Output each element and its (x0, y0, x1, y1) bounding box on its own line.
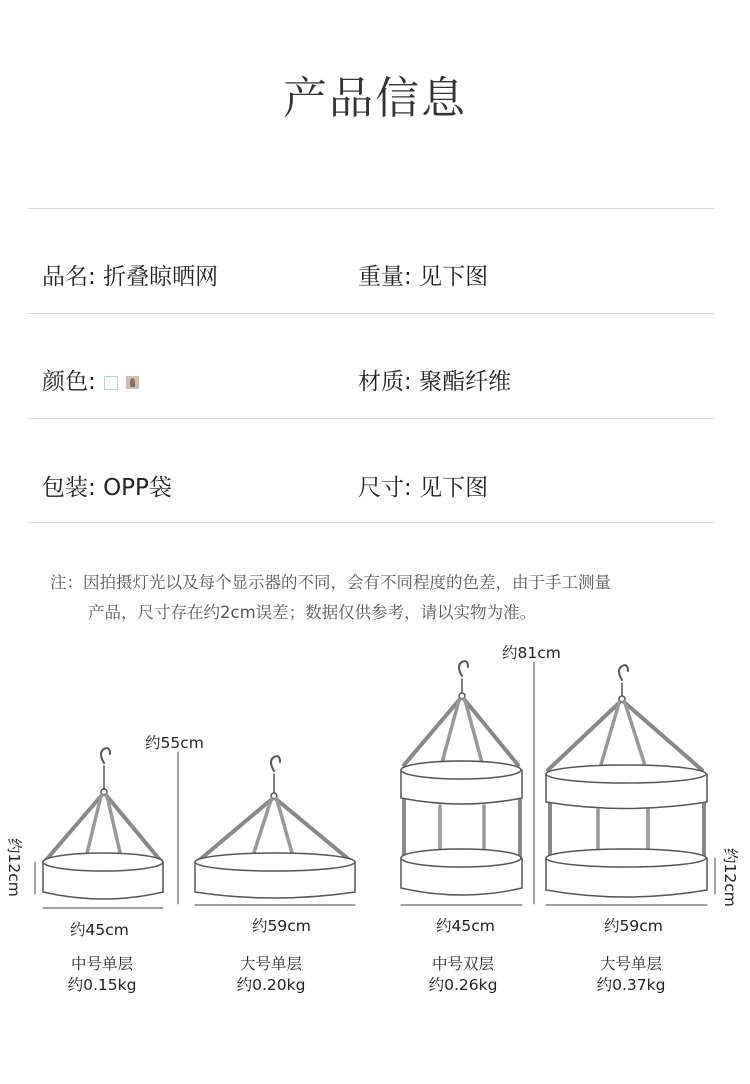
drying-net-large-double (546, 665, 707, 897)
page-title: 产品信息 (283, 73, 467, 124)
spec-value: 见下图 (419, 264, 489, 290)
drying-net-medium-single (43, 748, 163, 899)
product-weight: 约0.37kg (596, 976, 666, 994)
product-weight: 约0.26kg (428, 976, 498, 994)
height-label-double: 约81cm (502, 644, 561, 662)
drying-net-large-single (195, 756, 355, 898)
product-name: 中号单层 (70, 955, 133, 973)
spec-label: 重量: (358, 264, 412, 290)
width-label: 约45cm (70, 921, 129, 939)
depth-label-left: 约12cm (5, 838, 23, 897)
spec-value: 聚酯纤维 (419, 369, 512, 395)
product-name: 大号单层 (239, 955, 302, 973)
spec-label: 颜色: (42, 369, 96, 395)
drying-net-medium-double (401, 661, 522, 895)
product-name: 中号双层 (431, 955, 494, 973)
spec-label: 尺寸: (358, 475, 412, 501)
product-caption (393, 954, 533, 996)
height-label-single: 约55cm (145, 734, 204, 752)
spec-value: OPP袋 (103, 475, 172, 501)
width-label: 约59cm (604, 917, 663, 935)
note-line: 注：因拍摄灯光以及每个显示器的不同，会有不同程度的色差，由于手工测量 (50, 573, 611, 592)
product-weight: 约0.20kg (236, 976, 306, 994)
product-caption (32, 954, 172, 996)
spec-label: 品名: (42, 264, 96, 290)
product-weight: 约0.15kg (67, 976, 137, 994)
spec-value: 见下图 (419, 475, 489, 501)
product-caption (201, 954, 341, 996)
width-label: 约59cm (252, 917, 311, 935)
spec-label: 包装: (42, 475, 96, 501)
spec-value: 折叠晾晒网 (103, 264, 219, 290)
note-line: 产品，尺寸存在约2cm误差；数据仅供参考，请以实物为准。 (88, 603, 537, 622)
product-caption (561, 954, 701, 996)
width-label: 约45cm (436, 917, 495, 935)
product-name: 大号单层 (599, 955, 662, 973)
depth-label-right: 约12cm (721, 848, 739, 907)
spec-label: 材质: (358, 369, 412, 395)
